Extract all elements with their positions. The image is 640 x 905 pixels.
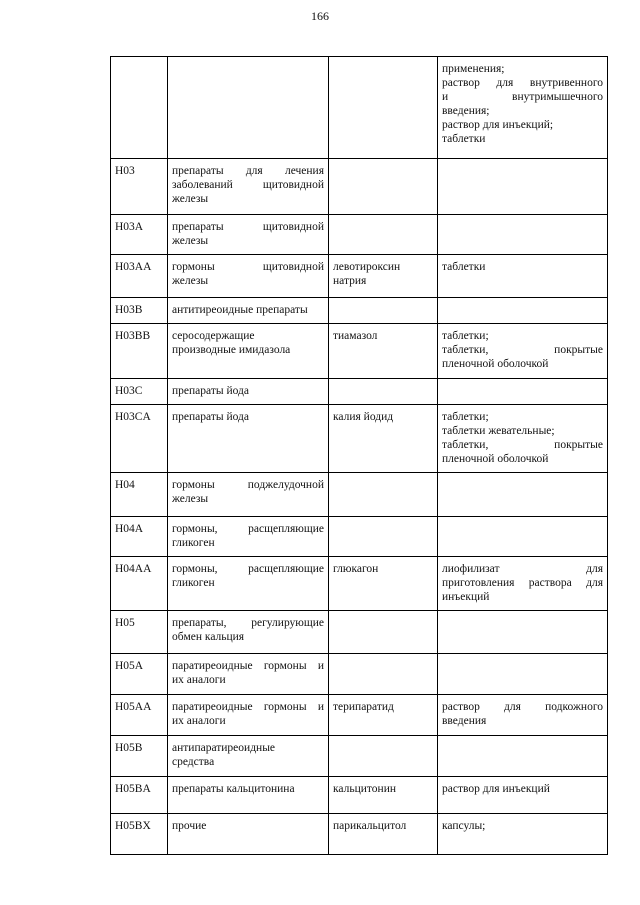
table-row xyxy=(111,777,608,814)
cell-dosage-form xyxy=(438,814,608,855)
table-row xyxy=(111,611,608,654)
cell-line: гормоны щитовидной xyxy=(172,261,324,273)
cell-line: раствор для подкожного xyxy=(442,701,603,713)
cell-atc-code: H05AA xyxy=(111,695,168,736)
cell-line: препараты кальцитонина xyxy=(172,783,295,795)
cell-line: капсулы; xyxy=(442,820,486,832)
cell-drug-name xyxy=(329,324,438,379)
cell-drug-name xyxy=(329,379,438,405)
cell-atc-code: H04A xyxy=(111,517,168,557)
cell-pharmacological-group xyxy=(168,379,329,405)
cell-line: введения; xyxy=(442,105,490,117)
cell-line: пленочной оболочкой xyxy=(442,358,549,370)
cell-pharmacological-group xyxy=(168,695,329,736)
cell-line: паратиреоидные гормоны и xyxy=(172,660,324,672)
cell-dosage-form xyxy=(438,379,608,405)
cell-dosage-form xyxy=(438,473,608,517)
cell-line: раствор для инъекций; xyxy=(442,119,554,131)
cell-drug-name xyxy=(329,557,438,611)
cell-line: гликоген xyxy=(172,577,215,589)
cell-pharmacological-group xyxy=(168,736,329,777)
cell-line: препараты щитовидной xyxy=(172,221,324,233)
cell-pharmacological-group xyxy=(168,557,329,611)
cell-line: заболеваний щитовидной xyxy=(172,179,324,191)
cell-dosage-form xyxy=(438,517,608,557)
cell-dosage-form xyxy=(438,695,608,736)
cell-drug-name xyxy=(329,57,438,159)
cell-dosage-form xyxy=(438,611,608,654)
cell-atc-code: H03 xyxy=(111,159,168,215)
cell-pharmacological-group xyxy=(168,215,329,255)
cell-dosage-form xyxy=(438,159,608,215)
cell-line: таблетки; xyxy=(442,330,489,342)
table-row xyxy=(111,215,608,255)
cell-dosage-form xyxy=(438,654,608,695)
cell-atc-code: H05B xyxy=(111,736,168,777)
cell-line: железы xyxy=(172,275,209,287)
cell-line: гликоген xyxy=(172,537,215,549)
table-row xyxy=(111,255,608,298)
cell-line: терипаратид xyxy=(333,701,394,713)
cell-drug-name xyxy=(329,159,438,215)
cell-line: и внутримышечного xyxy=(442,91,603,103)
cell-atc-code: H03AA xyxy=(111,255,168,298)
cell-line: приготовления раствора для xyxy=(442,577,603,589)
cell-line: раствор для внутривенного xyxy=(442,77,603,89)
cell-dosage-form xyxy=(438,405,608,473)
cell-pharmacological-group xyxy=(168,517,329,557)
cell-line: антипаратиреоидные xyxy=(172,742,276,754)
cell-line: таблетки, покрытые xyxy=(442,344,603,356)
cell-line: железы xyxy=(172,235,209,247)
cell-dosage-form xyxy=(438,255,608,298)
cell-line: производные имидазола xyxy=(172,344,291,356)
cell-atc-code: H04 xyxy=(111,473,168,517)
cell-line: лиофилизат для xyxy=(442,563,603,575)
cell-dosage-form xyxy=(438,298,608,324)
page-number: 166 xyxy=(311,9,329,23)
cell-line: таблетки, покрытые xyxy=(442,439,603,451)
cell-pharmacological-group xyxy=(168,298,329,324)
table-row xyxy=(111,814,608,855)
cell-pharmacological-group xyxy=(168,814,329,855)
cell-line: пленочной оболочкой xyxy=(442,453,549,465)
cell-drug-name xyxy=(329,473,438,517)
cell-line: серосодержащие xyxy=(172,330,255,342)
cell-atc-code: H05A xyxy=(111,654,168,695)
cell-drug-name xyxy=(329,777,438,814)
cell-pharmacological-group xyxy=(168,611,329,654)
cell-atc-code: H03CA xyxy=(111,405,168,473)
table-row xyxy=(111,473,608,517)
cell-line: препараты для лечения xyxy=(172,165,324,177)
cell-drug-name xyxy=(329,298,438,324)
cell-pharmacological-group xyxy=(168,777,329,814)
cell-line: их аналоги xyxy=(172,674,226,686)
cell-atc-code: H04AA xyxy=(111,557,168,611)
cell-atc-code: H05BA xyxy=(111,777,168,814)
cell-line: применения; xyxy=(442,63,505,75)
table-row xyxy=(111,57,608,159)
cell-line: таблетки; xyxy=(442,411,489,423)
cell-pharmacological-group xyxy=(168,159,329,215)
cell-line: глюкагон xyxy=(333,563,379,575)
cell-line: таблетки жевательные; xyxy=(442,425,555,437)
cell-drug-name xyxy=(329,695,438,736)
cell-line: таблетки xyxy=(442,133,486,145)
cell-dosage-form xyxy=(438,777,608,814)
cell-atc-code: H03BB xyxy=(111,324,168,379)
cell-line: их аналоги xyxy=(172,715,226,727)
cell-atc-code xyxy=(111,57,168,159)
cell-atc-code: H03B xyxy=(111,298,168,324)
table-row xyxy=(111,695,608,736)
drug-table xyxy=(110,56,608,855)
cell-line: прочие xyxy=(172,820,207,832)
cell-line: паратиреоидные гормоны и xyxy=(172,701,324,713)
cell-atc-code: H05 xyxy=(111,611,168,654)
cell-drug-name xyxy=(329,654,438,695)
cell-line: кальцитонин xyxy=(333,783,396,795)
cell-dosage-form xyxy=(438,736,608,777)
cell-pharmacological-group xyxy=(168,57,329,159)
cell-line: гормоны поджелудочной xyxy=(172,479,324,491)
table-body xyxy=(111,57,608,855)
table-row xyxy=(111,517,608,557)
cell-line: тиамазол xyxy=(333,330,378,342)
cell-dosage-form xyxy=(438,57,608,159)
table-row xyxy=(111,324,608,379)
table-row xyxy=(111,405,608,473)
cell-pharmacological-group xyxy=(168,654,329,695)
cell-atc-code: H03C xyxy=(111,379,168,405)
cell-line: гормоны, расщепляющие xyxy=(172,563,324,575)
cell-pharmacological-group xyxy=(168,405,329,473)
cell-line: препараты, регулирующие xyxy=(172,617,324,629)
cell-drug-name xyxy=(329,814,438,855)
cell-line: раствор для инъекций xyxy=(442,783,550,795)
cell-drug-name xyxy=(329,611,438,654)
cell-pharmacological-group xyxy=(168,324,329,379)
cell-line: введения xyxy=(442,715,487,727)
cell-line: гормоны, расщепляющие xyxy=(172,523,324,535)
cell-line: препараты йода xyxy=(172,411,249,423)
cell-line: железы xyxy=(172,493,209,505)
cell-dosage-form xyxy=(438,324,608,379)
cell-line: препараты йода xyxy=(172,385,249,397)
table-row xyxy=(111,736,608,777)
cell-line: калия йодид xyxy=(333,411,394,423)
cell-line: обмен кальция xyxy=(172,631,245,643)
cell-dosage-form xyxy=(438,557,608,611)
table-row xyxy=(111,159,608,215)
table-row xyxy=(111,654,608,695)
cell-pharmacological-group xyxy=(168,473,329,517)
cell-drug-name xyxy=(329,517,438,557)
cell-drug-name xyxy=(329,215,438,255)
table-row xyxy=(111,557,608,611)
table-row xyxy=(111,379,608,405)
cell-atc-code: H03A xyxy=(111,215,168,255)
cell-line: антитиреоидные препараты xyxy=(172,304,308,316)
cell-line: парикальцитол xyxy=(333,820,407,832)
cell-drug-name xyxy=(329,736,438,777)
table-row xyxy=(111,298,608,324)
cell-dosage-form xyxy=(438,215,608,255)
cell-line: инъекций xyxy=(442,591,490,603)
cell-line: натрия xyxy=(333,275,367,287)
cell-line: левотироксин xyxy=(333,261,401,273)
cell-line: железы xyxy=(172,193,209,205)
cell-line: таблетки xyxy=(442,261,486,273)
cell-drug-name xyxy=(329,255,438,298)
cell-line: средства xyxy=(172,756,215,768)
cell-pharmacological-group xyxy=(168,255,329,298)
cell-atc-code: H05BX xyxy=(111,814,168,855)
cell-drug-name xyxy=(329,405,438,473)
